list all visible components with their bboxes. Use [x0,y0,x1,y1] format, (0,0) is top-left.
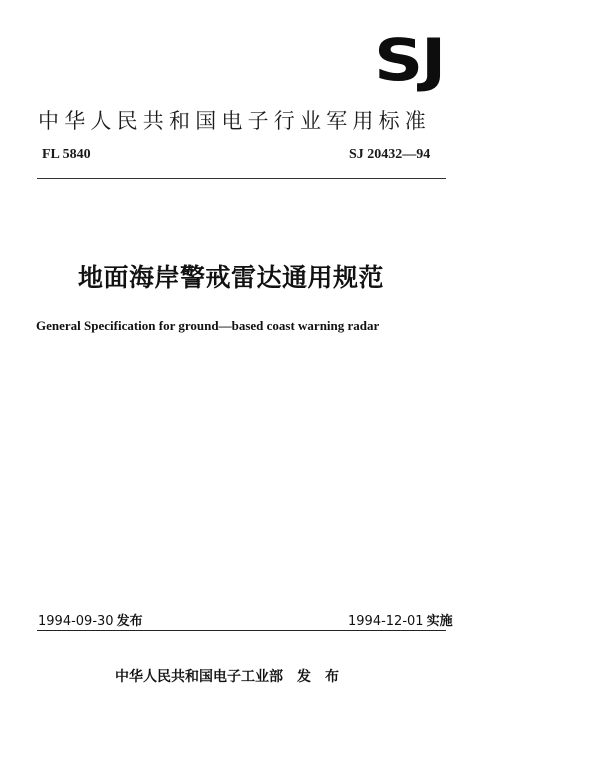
publisher-block [115,666,353,686]
implement-date: 1994-12-01 [348,614,424,629]
implement-date-block [348,610,453,629]
publisher-action: 发布 [297,669,353,685]
industry-standard-heading: 中华人民共和国电子行业军用标准 [38,109,431,133]
implement-label: 实施 [426,614,453,629]
classification-code: FL 5840 [42,147,91,162]
header-divider [37,178,446,179]
sj-logo: SJ [373,26,444,94]
publisher-name: 中华人民共和国电子工业部 [115,669,283,685]
issue-label: 发布 [116,614,143,629]
document-title-chinese: 地面海岸警戒雷达通用规范 [78,263,385,292]
footer-divider [37,630,446,631]
document-title-english: General Specification for ground—based coast warning radar [36,318,380,333]
issue-date: 1994-09-30 [38,614,114,629]
standard-number: SJ 20432—94 [349,147,431,162]
issue-date-block [38,610,143,629]
